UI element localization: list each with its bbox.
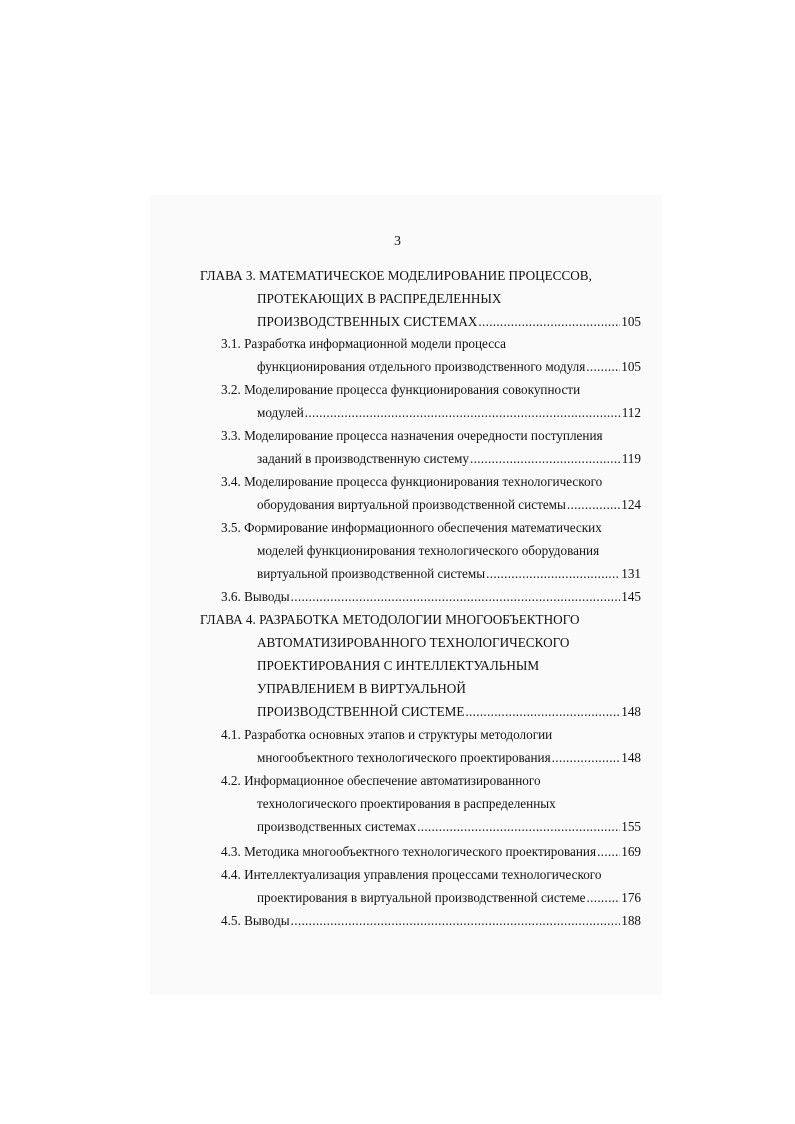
chapter-4-title-line-2: АВТОМАТИЗИРОВАННОГО ТЕХНОЛОГИЧЕСКОГО (257, 635, 570, 650)
dot-leader (291, 587, 621, 607)
section-4-1-line-1: 4.1. Разработка основных этапов и структуры методологии (221, 727, 553, 742)
section-4-4-page: 176 (621, 890, 641, 905)
section-3-6-text: 3.6. Выводы (221, 589, 290, 604)
dot-leader (305, 403, 621, 423)
section-3-1-page: 105 (621, 359, 641, 374)
dot-leader (567, 495, 620, 515)
dot-leader (597, 842, 620, 862)
section-4-5-text: 4.5. Выводы (221, 913, 290, 928)
section-3-4-text: оборудования виртуальной производственной системы (257, 497, 566, 512)
section-3-1-line-1: 3.1. Разработка информационной модели процесса (221, 336, 506, 351)
section-3-2-last-line (257, 403, 641, 423)
dot-leader (465, 702, 620, 722)
section-4-2-text: производственных системах (257, 819, 417, 834)
chapter-3-title-last-line (257, 312, 641, 332)
section-3-2-line-1: 3.2. Моделирование процесса функционирования совокупности (221, 382, 581, 397)
section-4-1-last-line (257, 748, 641, 768)
section-4-3-line (221, 842, 641, 862)
section-3-4-page: 124 (621, 497, 641, 512)
section-3-2-page: 112 (621, 405, 641, 420)
section-3-4-last-line (257, 495, 641, 515)
dot-leader (291, 911, 621, 931)
section-4-2-page: 155 (621, 819, 641, 834)
chapter-3-title-line-2: ПРОТЕКАЮЩИХ В РАСПРЕДЕЛЕННЫХ (257, 291, 502, 306)
section-3-2-text: модулей (257, 405, 304, 420)
section-4-3-text: 4.3. Методика многообъектного технологического проектирования (221, 844, 597, 859)
section-4-2-line-1: 4.2. Информационное обеспечение автоматизированного (221, 773, 541, 788)
section-3-3-text: заданий в производственную систему (257, 451, 469, 466)
section-3-1-last-line (257, 357, 641, 377)
dot-leader (587, 888, 621, 908)
section-4-5-page: 188 (621, 913, 641, 928)
dot-leader (478, 312, 620, 332)
section-3-5-last-line (257, 564, 641, 584)
dot-leader (470, 449, 621, 469)
chapter-4-title-last-line (257, 702, 641, 722)
chapter-3-page: 105 (621, 314, 641, 329)
chapter-4-title-line-1: ГЛАВА 4. РАЗРАБОТКА МЕТОДОЛОГИИ МНОГООБЪЕКТНОГО (200, 612, 580, 627)
section-3-1-text: функционирования отдельного производственного модуля (257, 359, 586, 374)
chapter-3-title-line-1: ГЛАВА 3. МАТЕМАТИЧЕСКОЕ МОДЕЛИРОВАНИЕ ПРОЦЕССОВ, (200, 268, 592, 283)
section-3-5-text: виртуальной производственной системы (257, 566, 486, 581)
section-4-2-line-2: технологического проектирования в распределенных (257, 796, 556, 811)
section-3-5-page: 131 (621, 566, 641, 581)
section-3-3-last-line (257, 449, 641, 469)
section-4-4-text: проектирования в виртуальной производственной системе (257, 890, 586, 905)
dot-leader (486, 564, 620, 584)
dot-leader (552, 748, 621, 768)
chapter-3-title-line-3: ПРОИЗВОДСТВЕННЫХ СИСТЕМАХ (257, 314, 478, 329)
section-3-5-line-1: 3.5. Формирование информационного обеспечения математических (221, 520, 602, 535)
section-4-1-page: 148 (621, 750, 641, 765)
chapter-4-page: 148 (621, 704, 641, 719)
section-3-6-line (221, 587, 641, 607)
chapter-4-title-line-3: ПРОЕКТИРОВАНИЯ С ИНТЕЛЛЕКТУАЛЬНЫМ (257, 658, 540, 673)
section-4-4-line-1: 4.4. Интеллектуализация управления процессами технологического (221, 867, 602, 882)
section-4-5-line (221, 911, 641, 931)
section-4-3-page: 169 (621, 844, 641, 859)
section-3-3-page: 119 (621, 451, 641, 466)
section-4-2-last-line (257, 817, 641, 837)
section-4-4-last-line (257, 888, 641, 908)
section-3-6-page: 145 (621, 589, 641, 604)
section-4-1-text: многообъектного технологического проектирования (257, 750, 551, 765)
section-3-5-line-2: моделей функционирования технологического оборудования (257, 543, 600, 558)
page-number: 3 (394, 234, 401, 249)
chapter-4-title-line-5: ПРОИЗВОДСТВЕННОЙ СИСТЕМЕ (257, 704, 465, 719)
section-3-3-line-1: 3.3. Моделирование процесса назначения очередности поступления (221, 428, 603, 443)
dot-leader (586, 357, 620, 377)
section-3-4-line-1: 3.4. Моделирование процесса функционирования технологического (221, 474, 603, 489)
chapter-4-title-line-4: УПРАВЛЕНИЕМ В ВИРТУАЛЬНОЙ (257, 681, 466, 696)
dot-leader (417, 817, 620, 837)
